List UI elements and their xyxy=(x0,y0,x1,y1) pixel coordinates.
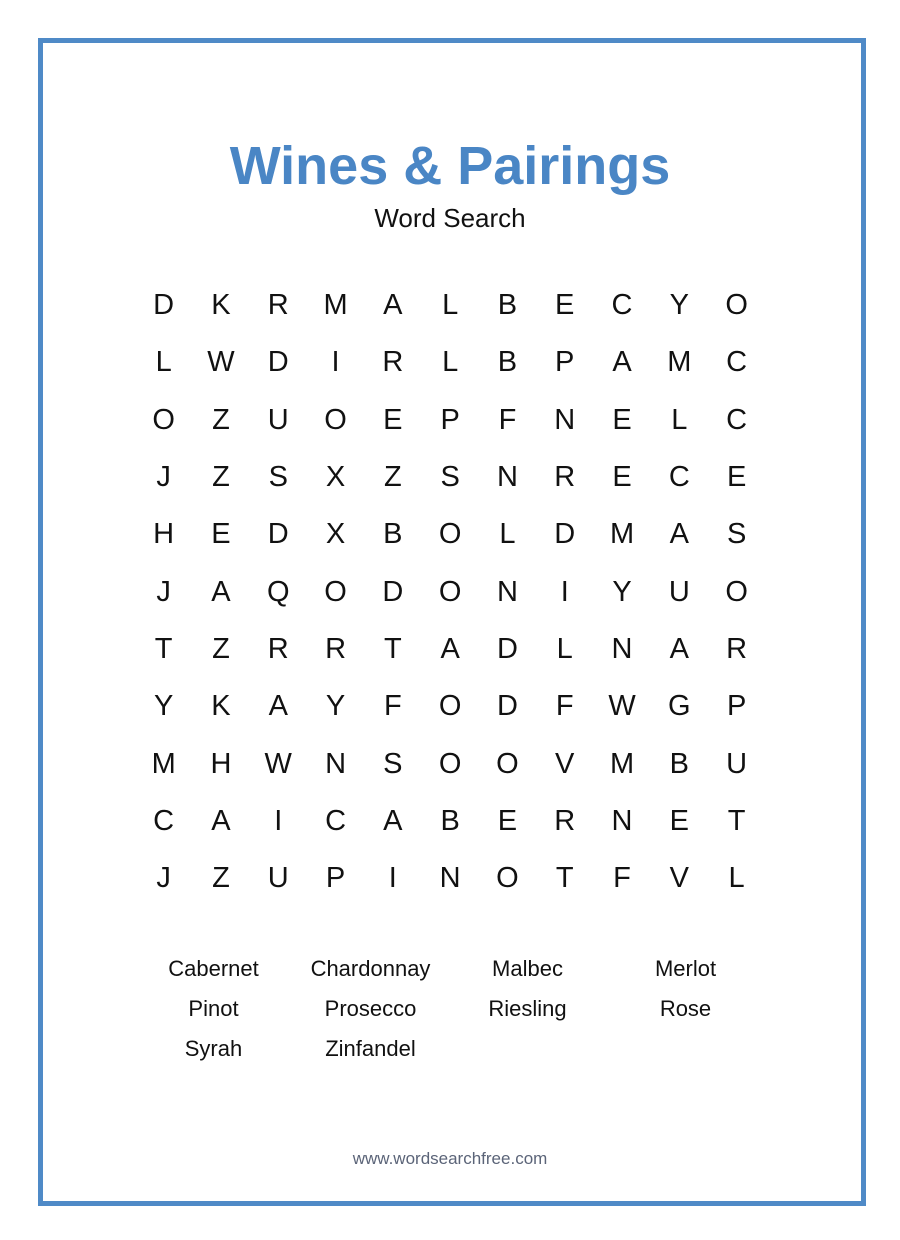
grid-cell: L xyxy=(442,346,459,379)
grid-cell: Z xyxy=(383,461,402,494)
grid-cell: T xyxy=(383,632,402,665)
grid-cell: O xyxy=(152,403,175,436)
grid-cell: L xyxy=(671,403,688,436)
grid-cell: L xyxy=(728,862,745,895)
grid-cell: K xyxy=(211,690,231,723)
grid-cell: M xyxy=(667,346,692,379)
grid-cell: D xyxy=(267,346,289,379)
word-list-item: Merlot xyxy=(654,956,717,981)
grid-cell: U xyxy=(668,575,690,608)
grid-cell: R xyxy=(267,632,289,665)
grid-cell: F xyxy=(383,690,402,723)
grid-cell: E xyxy=(669,804,689,837)
grid-cell: L xyxy=(499,518,516,551)
grid-cell: I xyxy=(274,804,283,837)
grid-cell: R xyxy=(726,632,748,665)
grid-cell: O xyxy=(438,690,462,723)
grid-cell: W xyxy=(207,346,235,379)
grid-cell: F xyxy=(498,403,517,436)
grid-cell: A xyxy=(669,518,689,551)
grid-cell: B xyxy=(669,747,689,780)
grid-cell: D xyxy=(554,518,576,551)
grid-cell: O xyxy=(725,575,748,608)
grid-cell: O xyxy=(324,403,347,436)
grid-cell: X xyxy=(325,518,346,551)
grid-cell: U xyxy=(267,862,289,895)
grid-cell: W xyxy=(264,747,292,780)
grid-cell: Z xyxy=(212,862,230,895)
grid-cell: S xyxy=(726,518,747,551)
grid-cell: P xyxy=(555,346,575,379)
word-list-item: Rose xyxy=(659,996,712,1021)
grid-cell: E xyxy=(211,518,231,551)
grid-cell: M xyxy=(609,518,635,551)
grid-cell: P xyxy=(325,862,346,895)
grid-cell: L xyxy=(556,632,573,665)
grid-cell: V xyxy=(669,862,689,895)
grid-cell: E xyxy=(555,289,575,322)
grid-cell: C xyxy=(726,346,748,379)
grid-cell: C xyxy=(668,461,690,494)
grid-cell: J xyxy=(156,461,171,494)
grid-cell: E xyxy=(726,461,747,494)
grid-cell: E xyxy=(383,403,403,436)
grid-cell: C xyxy=(325,804,347,837)
grid-cell: L xyxy=(442,289,459,322)
word-list-item: Cabernet xyxy=(168,956,259,981)
grid-cell: H xyxy=(210,747,232,780)
grid-cell: N xyxy=(554,403,576,436)
grid-cell: R xyxy=(382,346,404,379)
grid-cell: R xyxy=(554,804,576,837)
word-list-item: Malbec xyxy=(492,956,563,981)
grid-cell: S xyxy=(383,747,403,780)
grid-cell: A xyxy=(669,632,689,665)
grid-cell: Y xyxy=(153,690,174,723)
grid-cell: A xyxy=(268,690,288,723)
grid-cell: C xyxy=(153,804,175,837)
grid-cell: R xyxy=(267,289,289,322)
word-list-item: Zinfandel xyxy=(325,1036,416,1061)
grid-cell: O xyxy=(725,289,748,322)
grid-cell: O xyxy=(496,747,519,780)
grid-cell: F xyxy=(613,862,631,895)
grid-cell: U xyxy=(267,403,289,436)
grid-cell: E xyxy=(612,403,632,436)
word-list-item: Chardonnay xyxy=(310,956,431,981)
grid-cell: O xyxy=(438,518,462,551)
grid-cell: I xyxy=(331,346,340,379)
grid-cell: N xyxy=(611,632,633,665)
grid-cell: Z xyxy=(212,632,230,665)
grid-cell: D xyxy=(496,690,518,723)
grid-cell: A xyxy=(383,289,403,322)
grid-cell: N xyxy=(439,862,461,895)
word-list-item: Prosecco xyxy=(324,996,417,1021)
grid-cell: N xyxy=(496,461,518,494)
grid-cell: N xyxy=(325,747,347,780)
grid-cell: A xyxy=(612,346,632,379)
grid-cell: U xyxy=(726,747,748,780)
grid-cell: N xyxy=(496,575,518,608)
grid-cell: F xyxy=(555,690,574,723)
grid-cell: D xyxy=(267,518,289,551)
grid-cell: X xyxy=(325,461,346,494)
grid-cell: P xyxy=(440,403,460,436)
grid-cell: N xyxy=(611,804,633,837)
grid-cell: S xyxy=(268,461,288,494)
grid-cell: B xyxy=(497,346,518,379)
grid-cell: K xyxy=(211,289,231,322)
grid-cell: H xyxy=(153,518,175,551)
page-title: Wines & Pairings xyxy=(229,136,671,196)
grid-cell: I xyxy=(388,862,397,895)
grid-cell: G xyxy=(668,690,691,723)
grid-cell: A xyxy=(383,804,403,837)
grid-cell: W xyxy=(608,690,636,723)
grid-cell: O xyxy=(324,575,347,608)
grid-cell: M xyxy=(151,747,176,780)
grid-cell: D xyxy=(496,632,518,665)
grid-cell: O xyxy=(438,575,462,608)
grid-cell: T xyxy=(727,804,746,837)
grid-cell: R xyxy=(325,632,347,665)
grid-cell: B xyxy=(440,804,460,837)
grid-cell: Z xyxy=(212,403,230,436)
grid-cell: E xyxy=(497,804,518,837)
grid-cell: P xyxy=(726,690,747,723)
grid-cell: A xyxy=(211,804,231,837)
grid-cell: I xyxy=(560,575,569,608)
grid-cell: T xyxy=(555,862,574,895)
grid-cell: B xyxy=(497,289,518,322)
grid-cell: R xyxy=(554,461,576,494)
grid-cell: J xyxy=(156,575,171,608)
grid-cell: J xyxy=(156,862,171,895)
grid-cell: D xyxy=(382,575,404,608)
letter-grid xyxy=(135,277,765,907)
grid-cell: Y xyxy=(325,690,346,723)
grid-cell: O xyxy=(438,747,462,780)
grid-cell: C xyxy=(611,289,633,322)
grid-cell: B xyxy=(383,518,403,551)
grid-cell: O xyxy=(496,862,519,895)
word-list-item: Riesling xyxy=(488,996,567,1021)
word-list xyxy=(135,952,765,1072)
grid-cell: D xyxy=(153,289,175,322)
grid-cell: T xyxy=(154,632,173,665)
page-subtitle: Word Search xyxy=(374,203,526,233)
word-list-item: Syrah xyxy=(184,1036,243,1061)
grid-cell: Y xyxy=(612,575,632,608)
grid-cell: V xyxy=(555,747,575,780)
grid-cell: Z xyxy=(212,461,230,494)
grid-cell: A xyxy=(440,632,460,665)
grid-cell: Y xyxy=(669,289,689,322)
grid-cell: C xyxy=(726,403,748,436)
grid-cell: E xyxy=(612,461,632,494)
grid-cell: A xyxy=(211,575,231,608)
footer-url: www.wordsearchfree.com xyxy=(352,1149,548,1168)
grid-cell: M xyxy=(323,289,348,322)
grid-cell: Q xyxy=(266,575,290,608)
grid-cell: S xyxy=(440,461,460,494)
grid-cell: L xyxy=(155,346,172,379)
grid-cell: M xyxy=(609,747,635,780)
word-list-item: Pinot xyxy=(188,996,239,1021)
